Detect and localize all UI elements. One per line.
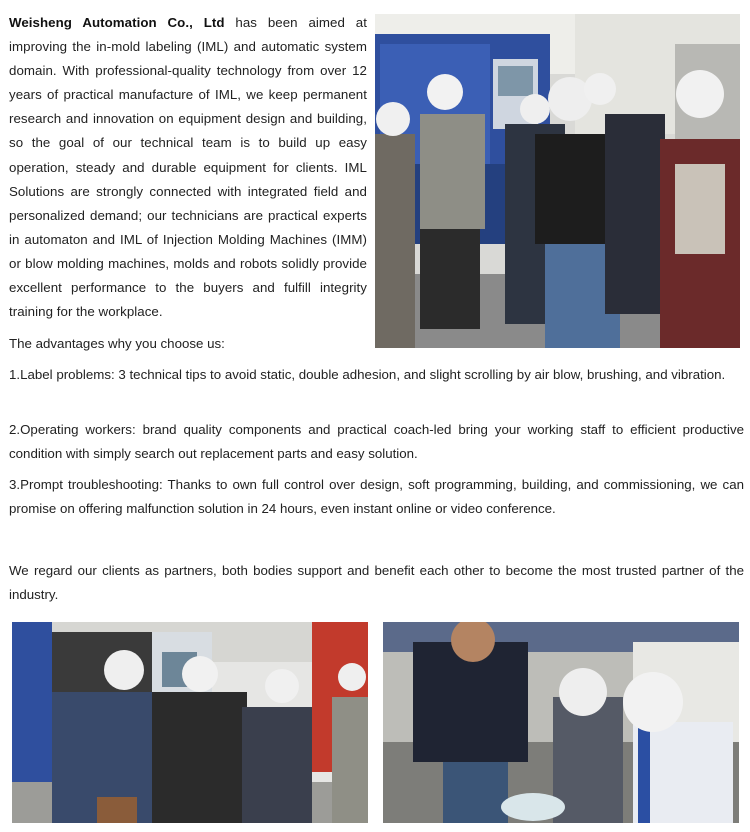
training-photo-bottom-left	[12, 622, 368, 823]
intro-text: has been aimed at improving the in-mold labeling (IML) and automatic system domain. With professional-quality technology from over 12 years of practical manufacture of IML, we keep permanent research and innovation on equipment design and building, so the goal of our technical team is to build up easy operation, steady and durable equipment for clients. IML Solutions are strongly connected with integrated field and personalized demand; our technicians are practical experts in automaton and IML of Injection Molding Machines (IMM) or blow molding machines, molds and robots solidly provide excellent performance to the buyers and fulfill integrity training for the workplace.	[9, 15, 367, 320]
advantage-item-workers: 2.Operating workers: brand quality components and practical coach-led bring your working staff to efficient productive condition with simply search out replacement parts and easy solution.	[9, 422, 744, 461]
advantages-heading: The advantages why you choose us:	[9, 336, 225, 351]
intro-paragraph	[9, 11, 367, 324]
company-name: Weisheng Automation Co., Ltd	[9, 15, 225, 30]
advantage-item-label: 1.Label problems: 3 technical tips to avoid static, double adhesion, and slight scrolling by air blow, brushing, and vibration.	[9, 367, 726, 382]
training-photo-bottom-right	[383, 622, 739, 823]
advantage-item-troubleshooting: 3.Prompt troubleshooting: Thanks to own full control over design, soft programming, building, and commissioning, we can promise on offering malfunction solution in 24 hours, even instant online or video conference.	[9, 477, 744, 516]
training-photo-top	[375, 14, 740, 348]
closing-paragraph: We regard our clients as partners, both bodies support and benefit each other to become the most trusted partner of the industry.	[9, 563, 744, 602]
